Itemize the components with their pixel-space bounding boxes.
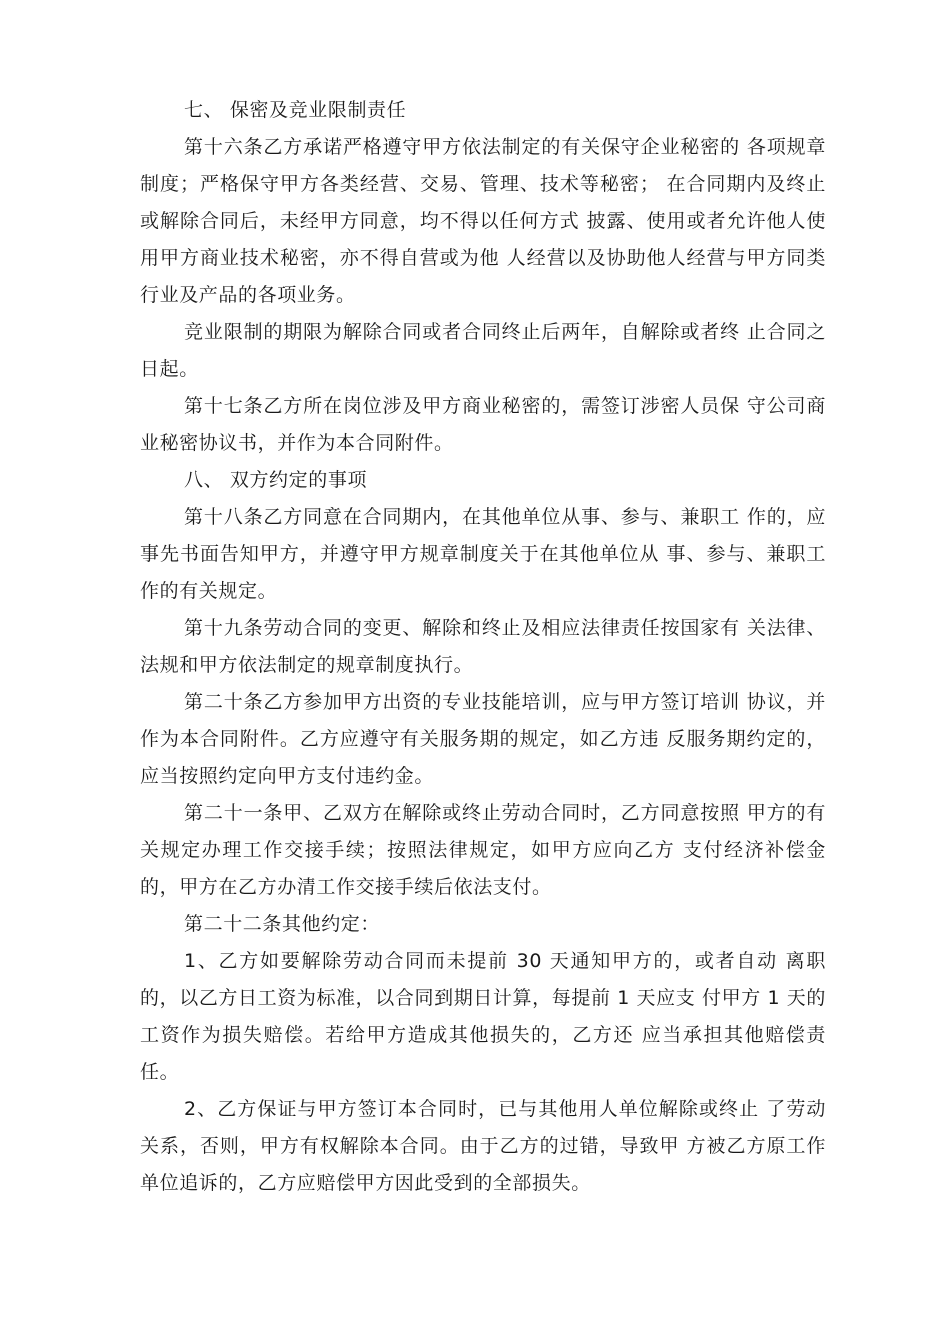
article-16-paragraph: 第十六条乙方承诺严格遵守甲方依法制定的有关保守企业秘密的 各项规章制度；严格保守甲方各类经营、交易、管理、技术等秘密； 在合同期内及终止或解除合同后，未经甲方同意，均不得以任何方式 披露、使用或者允许他人使用甲方商业技术秘密，亦不得自营或为他 人经营以及协助他人经营与甲方同类行业及产品的各项业务。: [140, 136, 826, 306]
section-heading-agreed-matters: 八、 双方约定的事项: [184, 469, 368, 491]
article-22-paragraph: 第二十二条其他约定：: [184, 913, 381, 935]
clause-1-paragraph: 1、乙方如要解除劳动合同而未提前 30 天通知甲方的，或者自动 离职的，以乙方日工资为标准，以合同到期日计算，每提前 1 天应支 付甲方 1 天的工资作为损失赔偿。若给甲方造成其他损失的，乙方还 应当承担其他赔偿责任。: [140, 950, 826, 1083]
article-20-paragraph: 第二十条乙方参加甲方出资的专业技能培训，应与甲方签订培训 协议，并作为本合同附件。乙方应遵守有关服务期的规定，如乙方违 反服务期约定的，应当按照约定向甲方支付违约金。: [140, 691, 826, 787]
article-17-paragraph: 第十七条乙方所在岗位涉及甲方商业秘密的，需签订涉密人员保 守公司商业秘密协议书，并作为本合同附件。: [140, 395, 826, 454]
article-19-paragraph: 第十九条劳动合同的变更、解除和终止及相应法律责任按国家有 关法律、法规和甲方依法制定的规章制度执行。: [140, 617, 826, 676]
non-compete-period-paragraph: 竞业限制的期限为解除合同或者合同终止后两年，自解除或者终 止合同之日起。: [140, 321, 826, 380]
clause-2-paragraph: 2、乙方保证与甲方签订本合同时，已与其他用人单位解除或终止 了劳动关系，否则，甲方有权解除本合同。由于乙方的过错，导致甲 方被乙方原工作单位追诉的，乙方应赔偿甲方因此受到的全部损失。: [140, 1098, 826, 1194]
article-21-paragraph: 第二十一条甲、乙双方在解除或终止劳动合同时，乙方同意按照 甲方的有关规定办理工作交接手续；按照法律规定，如甲方应向乙方 支付经济补偿金的，甲方在乙方办清工作交接手续后依法支付。: [140, 802, 826, 898]
document-body: [140, 92, 826, 1202]
section-heading-confidentiality: 七、 保密及竞业限制责任: [184, 99, 407, 121]
article-18-paragraph: 第十八条乙方同意在合同期内，在其他单位从事、参与、兼职工 作的，应事先书面告知甲方，并遵守甲方规章制度关于在其他单位从 事、参与、兼职工作的有关规定。: [140, 506, 826, 602]
